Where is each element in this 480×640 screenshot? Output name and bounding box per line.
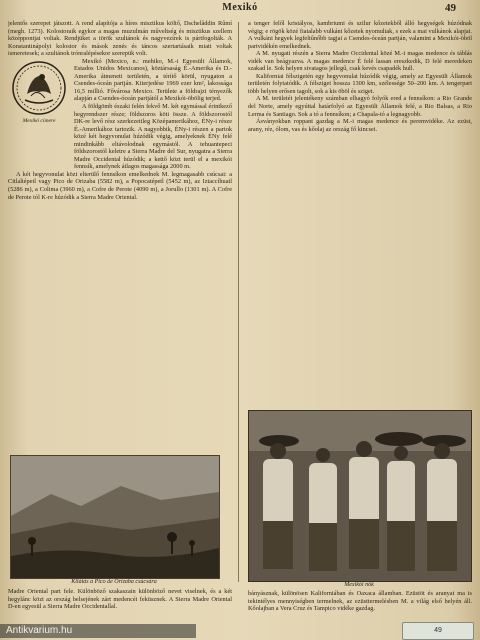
- bottom-right-text: bányásznak, különösen Kaliforniában és Oaxaca államban. Ezüstöt és aranyat ma is tekintélyes mennyiségben termelnek, az ezüsttermelésben M. a világ első helyén áll. Kőolajban a Vera Cruz és Tampico vidéke gazdag.: [248, 590, 472, 613]
- emblem-caption: Mexikó címere: [22, 117, 56, 124]
- right-paragraph-2: A M. nyugati részén a Sierra Madre Occidental közé M.-i magas medence és táblás vidék van beágyazva. A magas medence É felé lassan ereszkedik, D felé meredeken szakad le. Sok helyen sivatagos jellegű, csak kevés csapadék hull.: [248, 50, 472, 73]
- women-photo: [248, 410, 472, 582]
- coat-of-arms: [8, 60, 70, 170]
- page-title: Mexikó: [222, 2, 258, 13]
- women-caption: Mexikói nők: [344, 582, 374, 588]
- landscape-caption: Kilátás a Pico de Orizaba csúcsára: [71, 579, 157, 585]
- right-paragraph-4: A M. területét jelentékeny számban elhagyó folyók ered a fennsíkon: a Rio Grande del Norte, amely egyúttal határfolyó az Egyesült Államok felé, a Rio Balsas, a Rio Lerma és Santiago. Sok a tó a fennsíkon; a Chapala-tó a legnagyobb.: [248, 95, 472, 118]
- library-sticker: 49: [402, 622, 474, 640]
- left-paragraph-2: Mexikó (Mexico, n.: mehiko, M.-i Egyesült Államok, Estados Unidos Mexicanos), köztársaság É.-Amerika és D.-Amerika átmeneti területén, a térítő körül, nyugaton a Csendes-óceán partján. Kiterjedése 1969 ezer km², lakossága 16,5 millió. Fővárosa Mexico. Területe a földrajzi tényezők alapján a Csendes-óceán partjától a Mexikói-öbölig terjed.: [74, 57, 232, 103]
- left-paragraph-4: A két hegyvonulat közt elterülő fennsíkon emelkednek M. legmagasabb csúcsai: a Citlaltépetl vagy Pico de Orizaba (5582 m), a Popocatépetl (5452 m), az Iztaccíhuatl (5286 m), a Colima (3960 m), a Cofre de Perote (4090 m), a Jorullo (1301 m). A Cofre de Perote tól K-re húzódik a Sierra Madre Oriental.: [8, 170, 232, 201]
- page-number: 49: [445, 2, 456, 14]
- eagle-emblem-icon: [11, 60, 67, 116]
- mountain-landscape-image: [11, 456, 219, 578]
- column-divider: [238, 22, 239, 582]
- bottom-left-text: Madre Oriental part fele. Különböző szakaszain különböző nevet viselnek, és a két hegylánc közt az ország belsejének zárt medencéi feküsznek. A Sierra Madre Oriental D-en egyesül a Sierra Madre Occidentallal.: [8, 588, 232, 611]
- right-paragraph-3: Kaliforniai félszigetén egy hegyvonulat húzódik végig, amely az Egyesült Államok területén folytatódik. A félsziget hossza 1300 km, szélessége 50–200 km. A tengerpart több helyen erősen tagolt, sok a kis öböl és sziget.: [248, 72, 472, 95]
- left-paragraph-1: jelentős szerepet játszott. A rend alapítója a híres misztikus költő, Dschelâddin Rûmí (megh. 1273). Kolostoraik egykor a magas muzulmán műveltség és misztikus szellem középpontjai voltak. Rendjüket a török szultánok és nagyvezírek is pártfogolták. A Konstantinápolyi kolostor és mások zenés és táncos szertartásaik miatt voltak ismeretesek; a szultánok trónralépésekor szerepük volt.: [8, 20, 232, 58]
- right-paragraph-5: Ásványokban roppant gazdag a M.-i magas medence és peremvidéke. Az ezüst, arany, réz, ólom, vas és kőolaj az ország fő kincsei.: [248, 118, 472, 133]
- landscape-photo: [10, 455, 220, 579]
- mexican-women-image: [249, 411, 471, 581]
- left-paragraph-3: A földgömb északi felén fekvő M. két egymással érintkező hegyrendszer része; földszoros köti össze. A földszorostól DK-re levő rész szerkezetileg Középamerikához, ÉNy-i része É.-Amerikához tartozik. A nagyobbik, ÉNy-i részen a partok közé két hegyvonulat húzódik végig, amelyeknek ÉNy felé mindinkább eltávolodnak egymástól. A tehuantepeci földszorostól keletre a Sierra Madre del Sur, nyugatra a Sierra Madre Occidental húzódik; a kettő közt terül el a mexikói fennsík, amelynek átlagos magassága 2000 m.: [74, 103, 232, 171]
- right-paragraph-1: a tenger felől kristályos, kambriumi és szilur kőzetekből álló hegységek húzódnak végig; e rögök közé fiatalabb vulkáni kőzetek nyomultak, s ezek a mai vulkánok alapjai. A vulkáni hegyek legfeltűnőbb tagjai a Csendes-óceán partján, valamint a Mexikói-öböl partvidékén emelkednek.: [248, 20, 472, 50]
- page-header: [14, 2, 466, 18]
- watermark: Antikvarium.hu: [0, 624, 196, 638]
